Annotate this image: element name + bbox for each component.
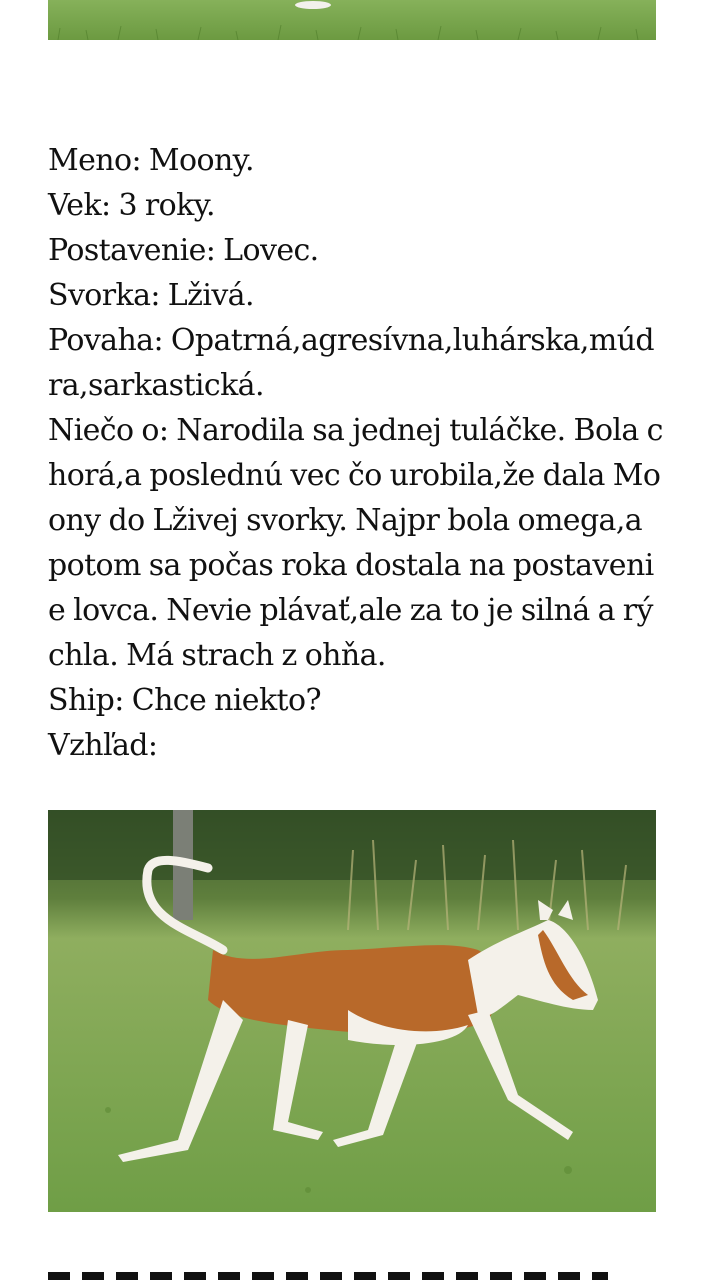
personality-line: Povaha: Opatrná,agresívna,luhárska,múdra,sarkastická. [48,323,655,403]
about-line: Niečo o: Narodila sa jednej tuláčke. Bola chorá,a poslednú vec čo urobila,že dala Moony do Lživej svorky. Najpr bola omega,a potom sa počas roka dostala na postavenie lovca. Nevie plávať,ale za to je silná a rýchla. Má strach z ohňa. [48,413,663,673]
dog-photo [48,810,656,1212]
rank-line: Postavenie: Lovec. [48,233,319,268]
appearance-line: Vzhľad: [48,728,158,763]
profile-text [48,138,663,768]
dog-image [48,810,656,1212]
pack-line: Svorka: Lživá. [48,278,254,313]
top-photo [48,0,656,40]
age-line: Vek: 3 roky. [48,188,215,223]
grass-image [48,0,656,40]
cutoff-text-fragment [48,1272,608,1280]
next-paragraph-cutoff [48,1262,668,1280]
name-line: Meno: Moony. [48,143,254,178]
ship-line: Ship: Chce niekto? [48,683,321,718]
